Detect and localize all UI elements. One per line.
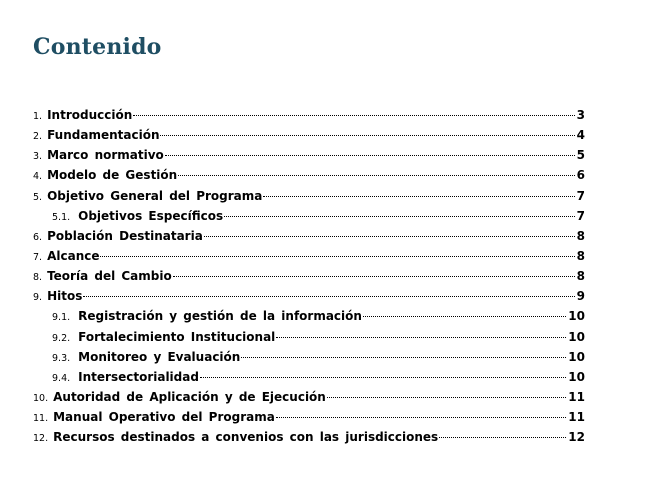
dot-leader [178, 175, 574, 176]
toc-entry-number: 2. [33, 131, 43, 143]
toc-entry-recursos[interactable] [33, 430, 585, 450]
toc-entry-title: Fundamentación [47, 128, 160, 143]
toc-entry-number: 5.1. [52, 211, 71, 223]
dot-leader [133, 115, 574, 116]
toc-entry-page: 8 [576, 269, 585, 284]
toc-entry-number: 9.3. [52, 352, 71, 364]
dot-leader [224, 216, 575, 217]
toc-entry-page: 5 [576, 148, 585, 163]
toc-entry-registracion[interactable] [33, 309, 585, 329]
toc-entry-title: Monitoreo y Evaluación [78, 349, 241, 364]
toc-entry-fortalecimiento[interactable] [33, 330, 585, 350]
toc-entry-title: Autoridad de Aplicación y de Ejecución [53, 389, 326, 404]
toc-entry-page: 8 [576, 228, 585, 243]
toc-entry-page: 10 [568, 329, 585, 344]
toc-entry-number: 9.2. [52, 332, 71, 344]
toc-entry-page: 11 [568, 389, 585, 404]
toc-entry-modelo-de-gestion[interactable] [33, 168, 585, 188]
toc-entry-number: 6. [33, 231, 43, 243]
toc-entry-title: Marco normativo [47, 148, 164, 163]
dot-leader [200, 377, 566, 378]
dot-leader [165, 155, 575, 156]
dot-leader [100, 256, 574, 257]
toc-entry-number: 8. [33, 272, 43, 284]
toc-entry-title: Registración y gestión de la información [78, 309, 362, 324]
toc-entry-number: 11. [33, 413, 49, 425]
toc-entry-page: 12 [568, 430, 585, 445]
toc-entry-number: 10. [33, 392, 49, 404]
toc-entry-title: Recursos destinados a convenios con las jurisdicciones [53, 430, 439, 445]
toc-entry-title: Hitos [47, 289, 83, 304]
dot-leader [363, 316, 566, 317]
dot-leader [276, 337, 566, 338]
toc-entry-autoridad[interactable] [33, 390, 585, 410]
toc-entry-title: Modelo de Gestión [47, 168, 178, 183]
dot-leader [173, 276, 575, 277]
toc-entry-monitoreo[interactable] [33, 350, 585, 370]
toc-entry-manual-operativo[interactable] [33, 410, 585, 430]
toc-entry-title: Manual Operativo del Programa [53, 410, 275, 425]
toc-entry-page: 10 [568, 369, 585, 384]
toc-entry-number: 9.1. [52, 312, 71, 324]
toc-entry-number: 4. [33, 171, 43, 183]
toc-entry-introduccion[interactable] [33, 108, 585, 128]
toc-entry-number: 9. [33, 292, 43, 304]
table-of-contents [33, 108, 585, 450]
toc-entry-page: 4 [576, 128, 585, 143]
toc-entry-page: 10 [568, 309, 585, 324]
toc-entry-number: 12. [33, 433, 49, 445]
toc-entry-number: 9.4. [52, 372, 71, 384]
dot-leader [204, 236, 575, 237]
toc-entry-intersectorialidad[interactable] [33, 370, 585, 390]
toc-entry-title: Objetivo General del Programa [47, 188, 263, 203]
toc-entry-hitos[interactable] [33, 289, 585, 309]
toc-entry-title: Fortalecimiento Institucional [78, 329, 276, 344]
dot-leader [263, 196, 574, 197]
toc-heading: Contenido [33, 34, 162, 60]
toc-entry-page: 11 [568, 410, 585, 425]
toc-entry-alcance[interactable] [33, 249, 585, 269]
toc-entry-title: Objetivos Específicos [78, 208, 224, 223]
toc-entry-marco-normativo[interactable] [33, 148, 585, 168]
dot-leader [241, 357, 566, 358]
toc-entry-page: 7 [576, 208, 585, 223]
toc-entry-title: Teoría del Cambio [47, 269, 172, 284]
toc-entry-title: Población Destinataria [47, 228, 203, 243]
toc-entry-page: 6 [576, 168, 585, 183]
toc-entry-page: 9 [576, 289, 585, 304]
toc-entry-number: 5. [33, 191, 43, 203]
dot-leader [439, 437, 566, 438]
dot-leader [327, 397, 566, 398]
toc-entry-page: 10 [568, 349, 585, 364]
toc-entry-title: Introducción [47, 108, 133, 122]
toc-entry-poblacion-destinataria[interactable] [33, 229, 585, 249]
toc-entry-page: 3 [576, 108, 585, 122]
toc-entry-page: 8 [576, 248, 585, 263]
toc-entry-title: Alcance [47, 248, 100, 263]
toc-entry-objetivo-general[interactable] [33, 189, 585, 209]
toc-entry-objetivos-especificos[interactable] [33, 209, 585, 229]
dot-leader [276, 417, 566, 418]
toc-entry-number: 1. [33, 111, 43, 122]
toc-entry-number: 7. [33, 251, 43, 263]
toc-entry-teoria-del-cambio[interactable] [33, 269, 585, 289]
dot-leader [83, 296, 574, 297]
toc-entry-number: 3. [33, 151, 43, 163]
toc-entry-page: 7 [576, 188, 585, 203]
toc-entry-fundamentacion[interactable] [33, 128, 585, 148]
toc-entry-title: Intersectorialidad [78, 369, 199, 384]
dot-leader [160, 135, 574, 136]
